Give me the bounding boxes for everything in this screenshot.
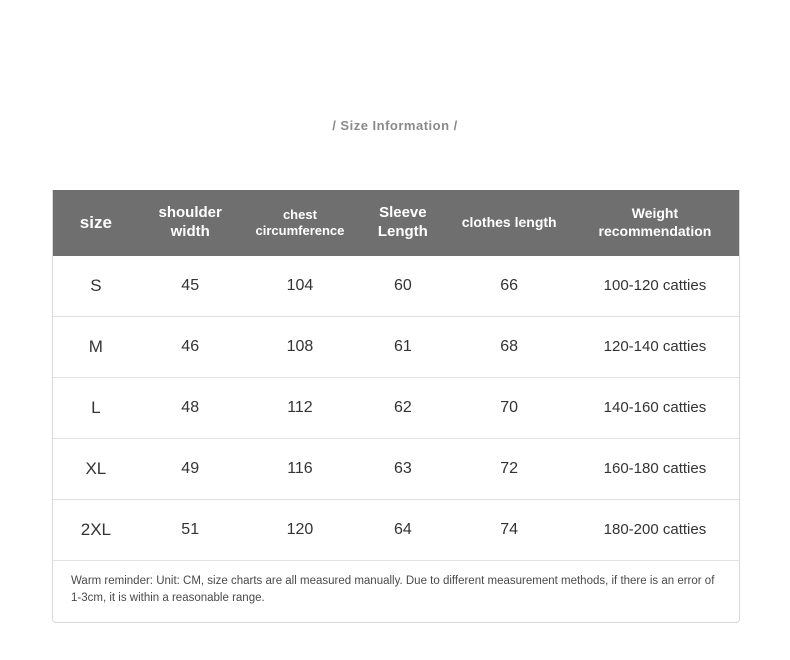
table-row: [53, 438, 739, 499]
cell-chest-circumference: 120: [242, 499, 359, 560]
cell-shoulder-width: 49: [139, 438, 242, 499]
measurement-note: Warm reminder: Unit: CM, size charts are all measured manually. Due to different measurement methods, if there is an error of 1-3cm, it is within a reasonable range.: [71, 574, 715, 605]
cell-size: S: [53, 256, 139, 317]
cell-size: M: [53, 316, 139, 377]
cell-weight-recommendation: 120-140 catties: [571, 316, 739, 377]
table-row: [53, 377, 739, 438]
cell-chest-circumference: 108: [242, 316, 359, 377]
cell-sleeve-length: 64: [358, 499, 447, 560]
size-table-container: [52, 190, 740, 623]
table-header-row: [53, 190, 739, 256]
cell-clothes-length: 66: [447, 256, 570, 317]
cell-size: 2XL: [53, 499, 139, 560]
cell-size: L: [53, 377, 139, 438]
cell-sleeve-length: 60: [358, 256, 447, 317]
table-row: [53, 256, 739, 317]
cell-clothes-length: 72: [447, 438, 570, 499]
cell-shoulder-width: 45: [139, 256, 242, 317]
table-body: [53, 256, 739, 561]
cell-chest-circumference: 112: [242, 377, 359, 438]
cell-sleeve-length: 61: [358, 316, 447, 377]
size-chart-table: [53, 190, 739, 561]
table-row: [53, 316, 739, 377]
cell-weight-recommendation: 160-180 catties: [571, 438, 739, 499]
cell-sleeve-length: 63: [358, 438, 447, 499]
table-row: [53, 499, 739, 560]
cell-weight-recommendation: 140-160 catties: [571, 377, 739, 438]
table-header: [53, 190, 739, 256]
column-header-chest-circumference: chest circumference: [242, 190, 359, 256]
cell-weight-recommendation: 180-200 catties: [571, 499, 739, 560]
cell-shoulder-width: 46: [139, 316, 242, 377]
cell-shoulder-width: 48: [139, 377, 242, 438]
column-header-shoulder-width: shoulder width: [139, 190, 242, 256]
cell-clothes-length: 74: [447, 499, 570, 560]
cell-weight-recommendation: 100-120 catties: [571, 256, 739, 317]
column-header-size: size: [53, 190, 139, 256]
cell-size: XL: [53, 438, 139, 499]
cell-chest-circumference: 116: [242, 438, 359, 499]
cell-sleeve-length: 62: [358, 377, 447, 438]
cell-shoulder-width: 51: [139, 499, 242, 560]
column-header-sleeve-length: Sleeve Length: [358, 190, 447, 256]
section-title: / Size Information /: [332, 118, 458, 133]
column-header-clothes-length: clothes length: [447, 190, 570, 256]
cell-clothes-length: 68: [447, 316, 570, 377]
column-header-weight-recommendation: Weight recommendation: [571, 190, 739, 256]
cell-clothes-length: 70: [447, 377, 570, 438]
cell-chest-circumference: 104: [242, 256, 359, 317]
